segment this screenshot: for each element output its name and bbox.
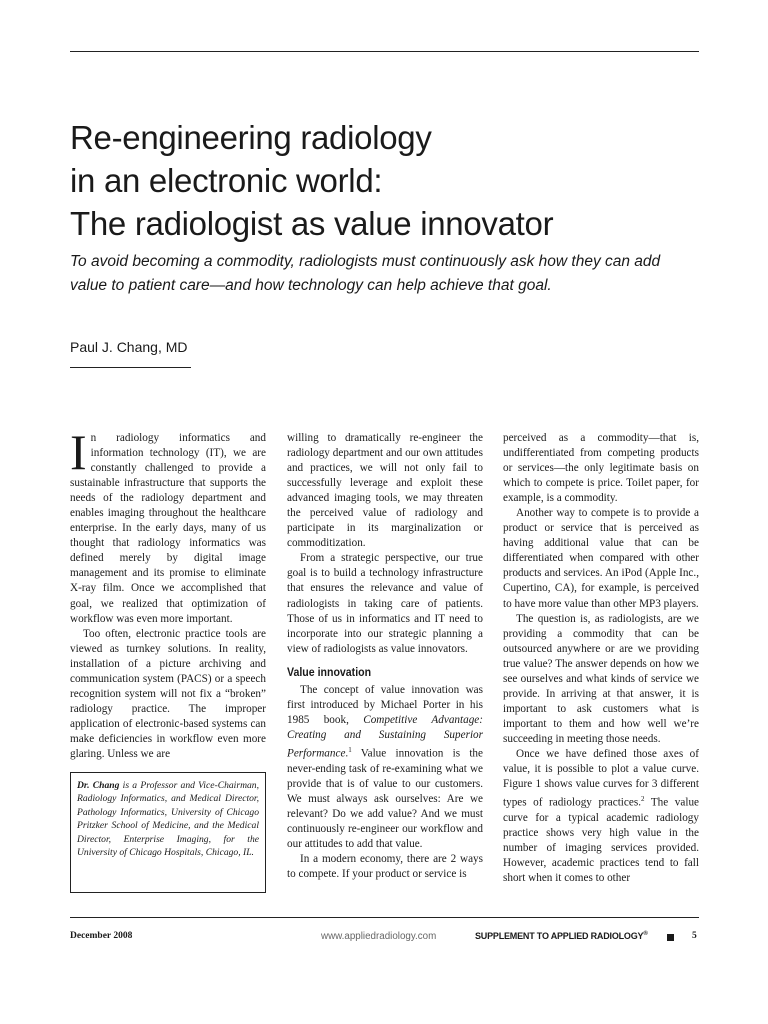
footer-square-bullet bbox=[667, 934, 674, 941]
body-column-1 bbox=[70, 424, 266, 762]
paragraph: Too often, electronic practice tools are viewed as turnkey solutions. In reality, installation of a picture archiving and communication system (PACS) or a speech recognition system will not fix a “broken” radiology practice. The improper application of electronic-based systems can make deficiencies in workflow even more glaring. Unless we are bbox=[70, 627, 266, 760]
deck-line-1: To avoid becoming a commodity, radiologists must continuously ask how they can add bbox=[70, 253, 661, 270]
drop-cap: I bbox=[70, 424, 87, 480]
paragraph: The question is, as radiologists, are we providing a commodity that can be outsourced anywhere or are we providing true value? The answer depends on how we see ourselves and what kinds of service we provide. In arriving at that answer, it is important to ask customers what is important to them and how well we’re succeeding in meeting those needs. bbox=[503, 612, 699, 745]
author-rule bbox=[70, 367, 191, 368]
bio-text: is a Professor and Vice-Chairman, Radiology Informatics, and Medical Director, Pathology Informatics, University of Chicago Pritzker School of Medicine, and the Medical Director, Enterprise Imaging, for the University of Chicago Hospitals, Chicago, IL. bbox=[77, 780, 260, 859]
paragraph-text: The value curve for a typical academic radiology practice shows very high value in the number of imaging services provided. However, academic practices tend to fall short when it comes to other bbox=[503, 796, 700, 885]
title-line-1: Re-engineering radiology bbox=[70, 119, 432, 156]
section-heading: Value innovation bbox=[287, 666, 372, 679]
paragraph-text: n radiology informatics and information technology (IT), we are constantly challenged to provide a sustainable infrastructure that supports the needs of the radiology department and enables imaging throughout the healthcare enterprise. In the early days, many of us thought that radiology informatics was defined merely by digital image management and its promise to eliminate X-ray film. Once we accomplished that goal, we realized that optimization of workflow was even more important. bbox=[70, 432, 266, 625]
paragraph-text: Once we have defined those axes of value, it is possible to plot a value curve. Figure 1 shows value curves for 3 different types of radiology practices. bbox=[503, 747, 699, 809]
top-rule bbox=[70, 51, 699, 52]
paragraph bbox=[70, 424, 266, 627]
publication-name: SUPPLEMENT TO APPLIED RADIOLOGY bbox=[475, 931, 644, 941]
page-number: 5 bbox=[692, 931, 697, 941]
paragraph: In a modern economy, there are 2 ways to compete. If your product or service is bbox=[287, 852, 483, 880]
paragraph: The concept of value innovation was first introduced by Michael Porter in his 1985 book, Competitive Advantage: Creating and Sustaining Superior Performance.$^1$ Value innovation is the never-ending task of re-examining what we provide that is of value to our customers. We must always ask ourselves: Are we relevant? Do we add value? And we must continuously re-engineer our workflow and our attitudes to add that value. bbox=[287, 683, 483, 850]
body-column-3 bbox=[503, 431, 699, 886]
author-bio-box bbox=[70, 772, 266, 893]
paragraph: willing to dramatically re-engineer the radiology department and our own attitudes and practices, we will not only fail to successfully leverage and exploit these advanced imaging tools, we may threaten the perceived value of radiology and participate in its marginalization or commoditization. bbox=[287, 432, 483, 550]
deck-line-2: value to patient care—and how technology can help achieve that goal. bbox=[70, 277, 552, 294]
registered-mark: ® bbox=[643, 931, 648, 937]
author-byline: Paul J. Chang, MD bbox=[70, 339, 188, 355]
paragraph: perceived as a commodity—that is, undifferentiated from competing products or services—the only legitimate basis on which to compete is price. Toilet paper, for example, is a commodity. bbox=[503, 432, 699, 505]
title-line-2: in an electronic world: bbox=[70, 162, 383, 199]
title-line-3: The radiologist as value innovator bbox=[70, 205, 554, 242]
book-title: Competitive Advantage: Creating and Sustaining Superior Performance bbox=[287, 713, 483, 760]
paragraph: From a strategic perspective, our true goal is to build a technology infrastructure that ensures the relevance and value of radiologists in taking care of patients. Those of us in informatics and IT need to incorporate into our strategic planning a view of radiologists as value innovators. bbox=[287, 552, 483, 655]
paragraph-text: Value innovation is the never-ending task of re-examining what we provide that is of value to our customers. We must always ask ourselves: Are we relevant? Do we add value? And we must continuously re-engineer our workflow and our attitudes to add that value. bbox=[287, 747, 483, 850]
paragraph: Another way to compete is to provide a product or service that is perceived as having additional value that can be differentiated when compared with other products and services. An iPod (Apple Inc., Cupertino, CA), for example, is perceived to have more value than other MP3 players. bbox=[503, 507, 699, 610]
paragraph bbox=[503, 747, 699, 886]
footer-date: December 2008 bbox=[70, 931, 133, 941]
bottom-rule bbox=[70, 917, 699, 918]
reference-mark: 2 bbox=[641, 795, 645, 804]
article-deck bbox=[70, 250, 710, 298]
footer-url[interactable]: www.appliedradiology.com bbox=[321, 931, 437, 942]
bio-name: Dr. Chang bbox=[77, 780, 120, 791]
footer-publication bbox=[475, 931, 648, 941]
reference-mark: 1 bbox=[348, 745, 352, 754]
body-column-2 bbox=[287, 431, 483, 882]
paragraph-text: The concept of value innovation was first introduced by Michael Porter in his 1985 book, bbox=[287, 683, 483, 726]
article-title bbox=[70, 116, 710, 245]
